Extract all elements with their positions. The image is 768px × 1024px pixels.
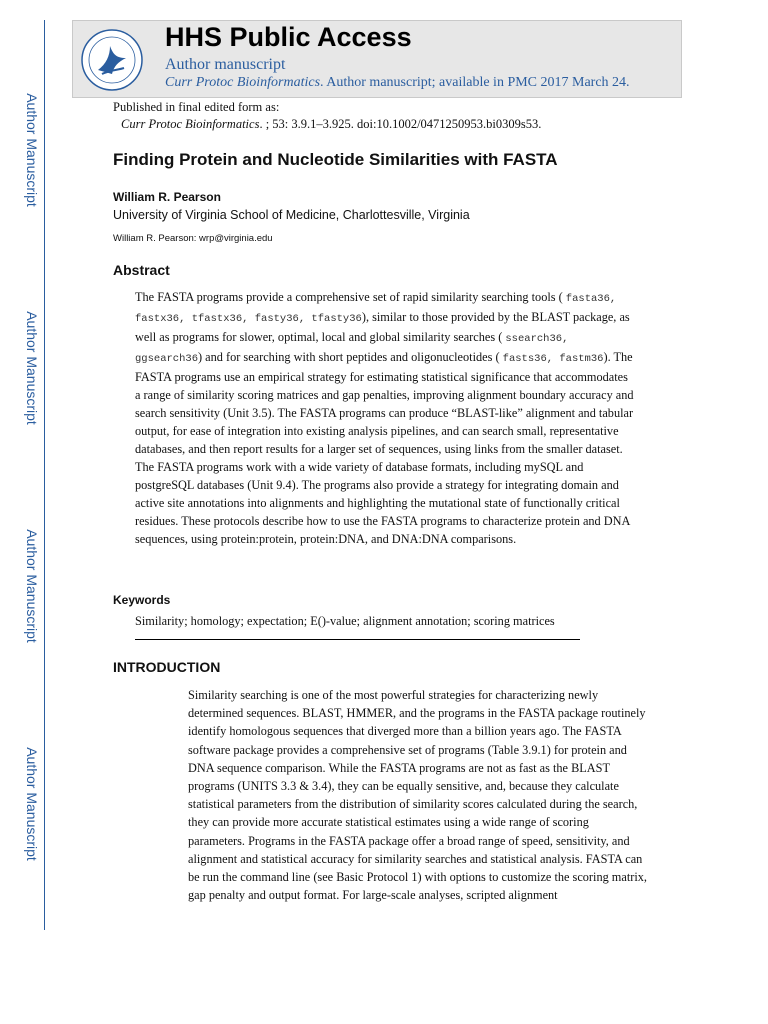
keywords-divider [135, 639, 580, 640]
author-affiliation: University of Virginia School of Medicine, Charlottesville, Virginia [113, 208, 470, 222]
paper-title: Finding Protein and Nucleotide Similarities with FASTA [113, 150, 558, 169]
margin-rule [44, 20, 45, 930]
manuscript-label: Author manuscript [165, 56, 286, 73]
hhs-title: HHS Public Access [165, 22, 412, 52]
introduction-heading: INTRODUCTION [113, 659, 221, 675]
citation-line: Curr Protoc Bioinformatics. ; 53: 3.9.1–3.925. doi:10.1002/0471250953.bi0309s53. [121, 117, 542, 131]
abstract-heading: Abstract [113, 262, 170, 278]
code-optimal-programs: ssearch36, ggsearch36 [135, 333, 569, 365]
abstract-body: The FASTA programs provide a comprehensive set of rapid similarity searching tools ( fasta36, fastx36, tfastx36, fasty36, tfasty36), similar to those provided by the BLAST package, as well as programs for slower, optimal, local and global similarity searches ( ssearch36, ggsearch36) and for searching with short peptides and oligonucleotides ( fasts36, fastm36). The FASTA programs use an empirical strategy for estimating statistical significance that accommodates a range of similarity scoring matrices and gap penalties, improving alignment boundary accuracy and search sensitivity (Unit 3.5). The FASTA programs can produce “BLAST-like” alignment and tabular output, for ease of integration into existing analysis pipelines, and can search small, representative databases, and then report results for a larger set of sequences, using links from the smaller dataset. The FASTA programs work with a wide variety of database formats, including mySQL and postgreSQL databases (Unit 9.4). The programs also provide a strategy for integrating domain and active site annotations into alignments and highlighting the mutational state of functionally critical residues. These protocols describe how to use the FASTA programs to characterize protein and DNA sequences, using protein:protein, protein:DNA, and DNA:DNA comparisons. [135, 290, 634, 546]
code-main-programs: fasta36, fastx36, tfastx36, fasty36, tfasty36 [135, 293, 617, 325]
introduction-body: Similarity searching is one of the most powerful strategies for characterizing newly determined sequences. BLAST, HMMER, and the programs in the FASTA package routinely identify homologous sequences that diverged more than a billion years ago. The FASTA software package provides a comprehensive set of programs (Table 3.9.1) for protein and DNA sequence comparison. While the FASTA programs are not as fast as the BLAST programs (UNITS 3.3 & 3.4), they can be equally sensitive, and, because they calculate statistical parameters from the distribution of similarity scores calculated during the search, they can provide more accurate statistical estimates using a wide range of scoring parameters. Programs in the FASTA package offer a broad range of speed, sensitivity, and alignment and statistical accuracy for similarity searches and statistical analysis. FASTA can be run the command line (see Basic Protocol 1) with options to customize the scoring matrix, gap penalty and output format. For large-scale analyses, scripted alignment [188, 688, 647, 903]
published-line: Published in final edited form as: [113, 100, 280, 114]
hhs-seal-icon [80, 28, 144, 92]
availability-line: Curr Protoc Bioinformatics. Author manuscript; available in PMC 2017 March 24. [165, 75, 630, 90]
keywords-heading: Keywords [113, 593, 171, 607]
author-email: William R. Pearson: wrp@virginia.edu [113, 233, 273, 244]
author-name: William R. Pearson [113, 190, 221, 204]
code-short-programs: fasts36, fastm36 [502, 353, 604, 365]
keywords-text: Similarity; homology; expectation; E()-value; alignment annotation; scoring matrices [135, 614, 555, 628]
